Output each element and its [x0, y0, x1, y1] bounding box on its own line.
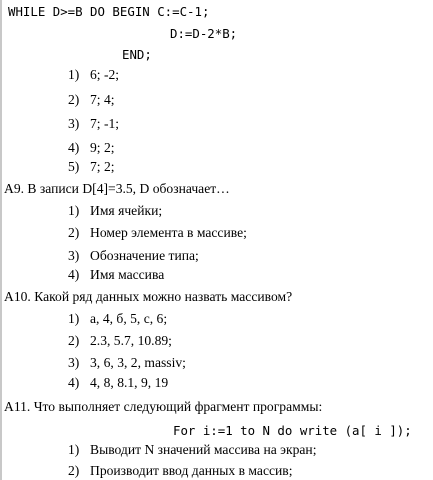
option-number: 4) — [68, 375, 80, 390]
a9-option-2 — [68, 225, 247, 241]
option-number: 2) — [68, 225, 80, 240]
option-text: 9; 2; — [90, 140, 115, 155]
a10-option-4 — [68, 375, 168, 391]
code-line-1: WHILE D>=B DO BEGIN C:=C-1; — [8, 4, 210, 19]
prev-option-3 — [68, 116, 119, 132]
prev-option-4 — [68, 140, 115, 156]
option-text: 7; 4; — [90, 92, 115, 107]
option-text: 4, 8, 8.1, 9, 19 — [90, 375, 169, 390]
option-text: а, 4, б, 5, с, 6; — [90, 311, 168, 326]
option-text: Производит ввод данных в массив; — [90, 463, 293, 478]
a10-option-1 — [68, 311, 167, 327]
option-text: 3, 6, 3, 2, massiv; — [90, 355, 186, 370]
a9-option-1 — [68, 203, 162, 219]
a11-option-2 — [68, 463, 293, 479]
question-a11: А11. Что выполняет следующий фрагмент программы: — [4, 399, 323, 414]
option-text: 6; -2; — [90, 67, 120, 82]
a9-option-4 — [68, 267, 164, 283]
option-text: 7; 2; — [90, 159, 115, 174]
option-text: Имя массива — [90, 267, 165, 282]
option-number: 2) — [68, 333, 80, 348]
prev-option-2 — [68, 92, 115, 108]
a11-code: For i:=1 to N do write (a[ i ]); — [173, 423, 412, 438]
question-a9: А9. В записи D[4]=3.5, D обозначает… — [4, 181, 230, 196]
option-number: 3) — [68, 355, 80, 370]
option-text: 7; -1; — [90, 116, 120, 131]
option-text: Выводит N значений массива на экран; — [90, 442, 317, 457]
option-text: Номер элемента в массиве; — [90, 225, 247, 240]
option-number: 1) — [68, 311, 80, 326]
option-number: 1) — [68, 442, 80, 457]
option-number: 4) — [68, 140, 80, 155]
prev-option-5 — [68, 159, 115, 175]
option-number: 3) — [68, 116, 80, 131]
left-border — [0, 0, 2, 480]
option-number: 5) — [68, 159, 80, 174]
option-number: 1) — [68, 203, 80, 218]
option-text: Имя ячейки; — [90, 203, 163, 218]
option-number: 2) — [68, 92, 80, 107]
a10-option-3 — [68, 355, 186, 371]
option-number: 3) — [68, 248, 80, 263]
option-text: Обозначение типа; — [90, 248, 199, 263]
code-line-2: D:=D-2*B; — [170, 26, 238, 41]
option-number: 4) — [68, 267, 80, 282]
a9-option-3 — [68, 248, 199, 264]
option-text: 2.3, 5.7, 10.89; — [90, 333, 172, 348]
option-number: 1) — [68, 67, 80, 82]
question-a10: А10. Какой ряд данных можно назвать массивом? — [4, 289, 293, 304]
option-number: 2) — [68, 463, 80, 478]
prev-option-1 — [68, 67, 119, 83]
code-line-3: END; — [122, 47, 152, 62]
a11-option-1 — [68, 442, 317, 458]
a10-option-2 — [68, 333, 172, 349]
